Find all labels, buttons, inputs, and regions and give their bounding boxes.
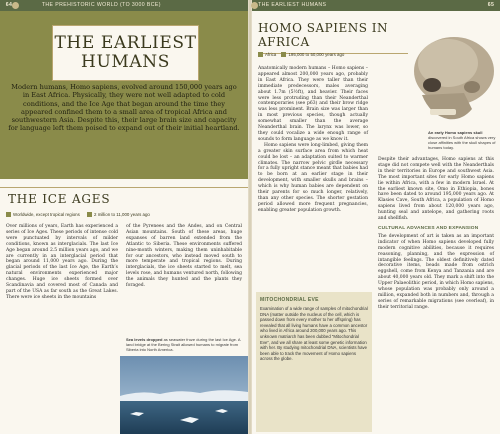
right-running-header: [252, 0, 500, 11]
calendar-icon: [87, 212, 92, 217]
ice-sea-photo: [120, 356, 248, 434]
mitochondrial-eve-sidebar: [256, 292, 372, 432]
globe-icon: [6, 212, 11, 217]
left-running-header: [0, 0, 248, 11]
chapter-title-line2: HUMANS: [81, 52, 170, 72]
right-page: [252, 11, 500, 434]
homo-sapiens-heading-bar: [258, 21, 408, 47]
mitochondrial-eve-text: Examination of a wide range of samples of mitochondrial DNA (matter outside the nucleus of the cell, which is passed down from every mother to her offspring) has revealed that all living humans have a common ancestor who lived in Africa around 200,000 years ago. This unknown matriarch has been dubbed “Mitochondrial Eve”, and we all share at least some genetic information with her. By studying mitochondrial DNA, scientists have been able to track the movement of Homo sapiens across the globe.: [260, 306, 368, 362]
ice-ages-heading-bar: [0, 187, 248, 208]
left-page-number: 64: [5, 2, 13, 8]
homo-sapiens-heading: HOMO SAPIENS IN AFRICA: [258, 21, 408, 54]
right-running-title: THE EARLIEST HUMANS: [258, 2, 327, 8]
header-emblem-icon: [251, 2, 258, 9]
homo-sapiens-column-1: Anatomically modern humans – Homo sapiens – appeared almost 200,000 years ago, probably in East Africa. They were taller than their immediate predecessors, males averaging about 1.7m (5½ft), and heavier. Their faces were less protruding than their Neanderthal contemporaries (see p63) and their brow ridge was less prominent. Brain size was larger than in most previous species, though actually somewhat smaller than the average Neanderthal brain. The larynx was lower, so they could vocalize a wide enough range of sounds to form language as we know it. Homo sapiens were long-limbed, giving them a greater skin surface area from which heat could be lost – an adaptation suited to warmer climates. The narrow pelvic girdle necessary for a fully upright stance meant that babies had to be born at an earlier stage in their development, with smaller skulls and brains – which is why human babies are dependent on their parents for so much longer, relatively, than any other species. The shorter gestation period allowed more frequent pregnancies, enabling greater population growth.: [258, 66, 368, 213]
skull-caption: An early Homo sapiens skull discovered in South Africa shows very close affinities with the skull shapes of humans today.: [428, 130, 496, 150]
ice-ages-column-1: Over millions of years, Earth has experienced a series of Ice Ages. These periods of intense cold were punctuated by intervals of milder conditions, known as interglacials. The last Ice Age began around 2.5 million years ago, and we are currently in an interglacial period that began around 11,000 years ago. During the glacial periods of the last Ice Age, the Earth’s natural environments experienced major changes. Huge ice sheets formed over Scandinavia and covered most of Canada and part of the USA as far south as the Great Lakes. There were ice sheets in the mountains: [6, 224, 118, 300]
ice-ages-column-2: of the Pyrenees and the Andes, and on Central Asian mountains. South of these areas, huge expanses of barren land extended from the Atlantic to Siberia. These environments suffered nine-month winters, making them uninhabitable for our ancestors, who instead moved south to more temperate and tropical regions. During interglacials, the ice sheets started to melt, sea levels rose, and humans ventured north, following the animals they hunted and the plants they foraged.: [126, 224, 242, 289]
cultural-advances-subheading: CULTURAL ADVANCES AND EXPANSION: [378, 225, 479, 231]
chapter-title-box: [52, 25, 199, 81]
globe-icon: [258, 52, 263, 57]
homo-sapiens-facts: [258, 50, 408, 59]
intro-text: Modern humans, Homo sapiens, evolved around 150,000 years ago in East Africa. Physically, they were not well adapted to cold conditions, and the Ice Age that began around the time they appeared confined them to a small area of tropical Africa and southwestern Asia. Despite this, their large brain size and capacity for language left them poised to expand out of their initial heartland.: [8, 83, 240, 133]
chapter-title: [53, 34, 198, 72]
time-fact: 195,000 to 50,000 years ago: [281, 50, 344, 59]
right-page-number: 65: [487, 2, 495, 8]
intro-panel: [0, 11, 248, 179]
location-fact: Africa: [258, 50, 276, 59]
time-fact: 2 million to 11,000 years ago: [87, 210, 150, 219]
chapter-title-line1: THE EARLIEST: [54, 33, 197, 53]
mitochondrial-eve-heading: MITOCHONDRIAL EVE: [260, 297, 319, 303]
left-page: [0, 11, 248, 434]
header-emblem-icon: [12, 2, 19, 9]
homo-sapiens-column-2: Despite their advantages, Homo sapiens at this stage did not compete well with the Neanderthals in their territories in Europe and southwest Asia. The most important sites for early Homo sapiens lie within Africa, with a few in modern Israel. At the earliest known site, Omo in Ethiopia, bones have been dated to around 195,000 years ago. At Klasies Cave, South Africa, a population of Homo sapiens lived from about 120,000 years ago, hunting seal and antelope, and gathering roots and shellfish. CULTURAL ADVANCES AND EXPANSION The development of art is taken as an important indicator of when Homo sapiens developed fully modern cognitive abilities, because it requires reasoning, planning, and the expression of intangible feelings. The oldest definitively dated decorative items, beads made from ostrich eggshell, come from Kenya and Tanzania and are about 40,000 years old. They mark a shift into the Upper Palaeolithic period, in which Homo sapiens, whose population was probably only around a million, expanded both in numbers and, through a series of remarkable migrations (see overleaf), in their territorial range.: [378, 157, 494, 310]
location-fact: Worldwide, except tropical regions: [6, 210, 80, 219]
ice-ages-facts: [6, 210, 246, 219]
sea-level-caption: Sea levels dropped as seawater froze during the last Ice Age. A land bridge at the Bering Strait allowed humans to migrate from Siberia into North America.: [126, 337, 241, 352]
calendar-icon: [281, 52, 286, 57]
left-running-title: THE PREHISTORIC WORLD (TO 3000 BCE): [41, 2, 161, 8]
skull-photo: [402, 23, 500, 143]
ice-ages-heading: THE ICE AGES: [8, 192, 111, 206]
